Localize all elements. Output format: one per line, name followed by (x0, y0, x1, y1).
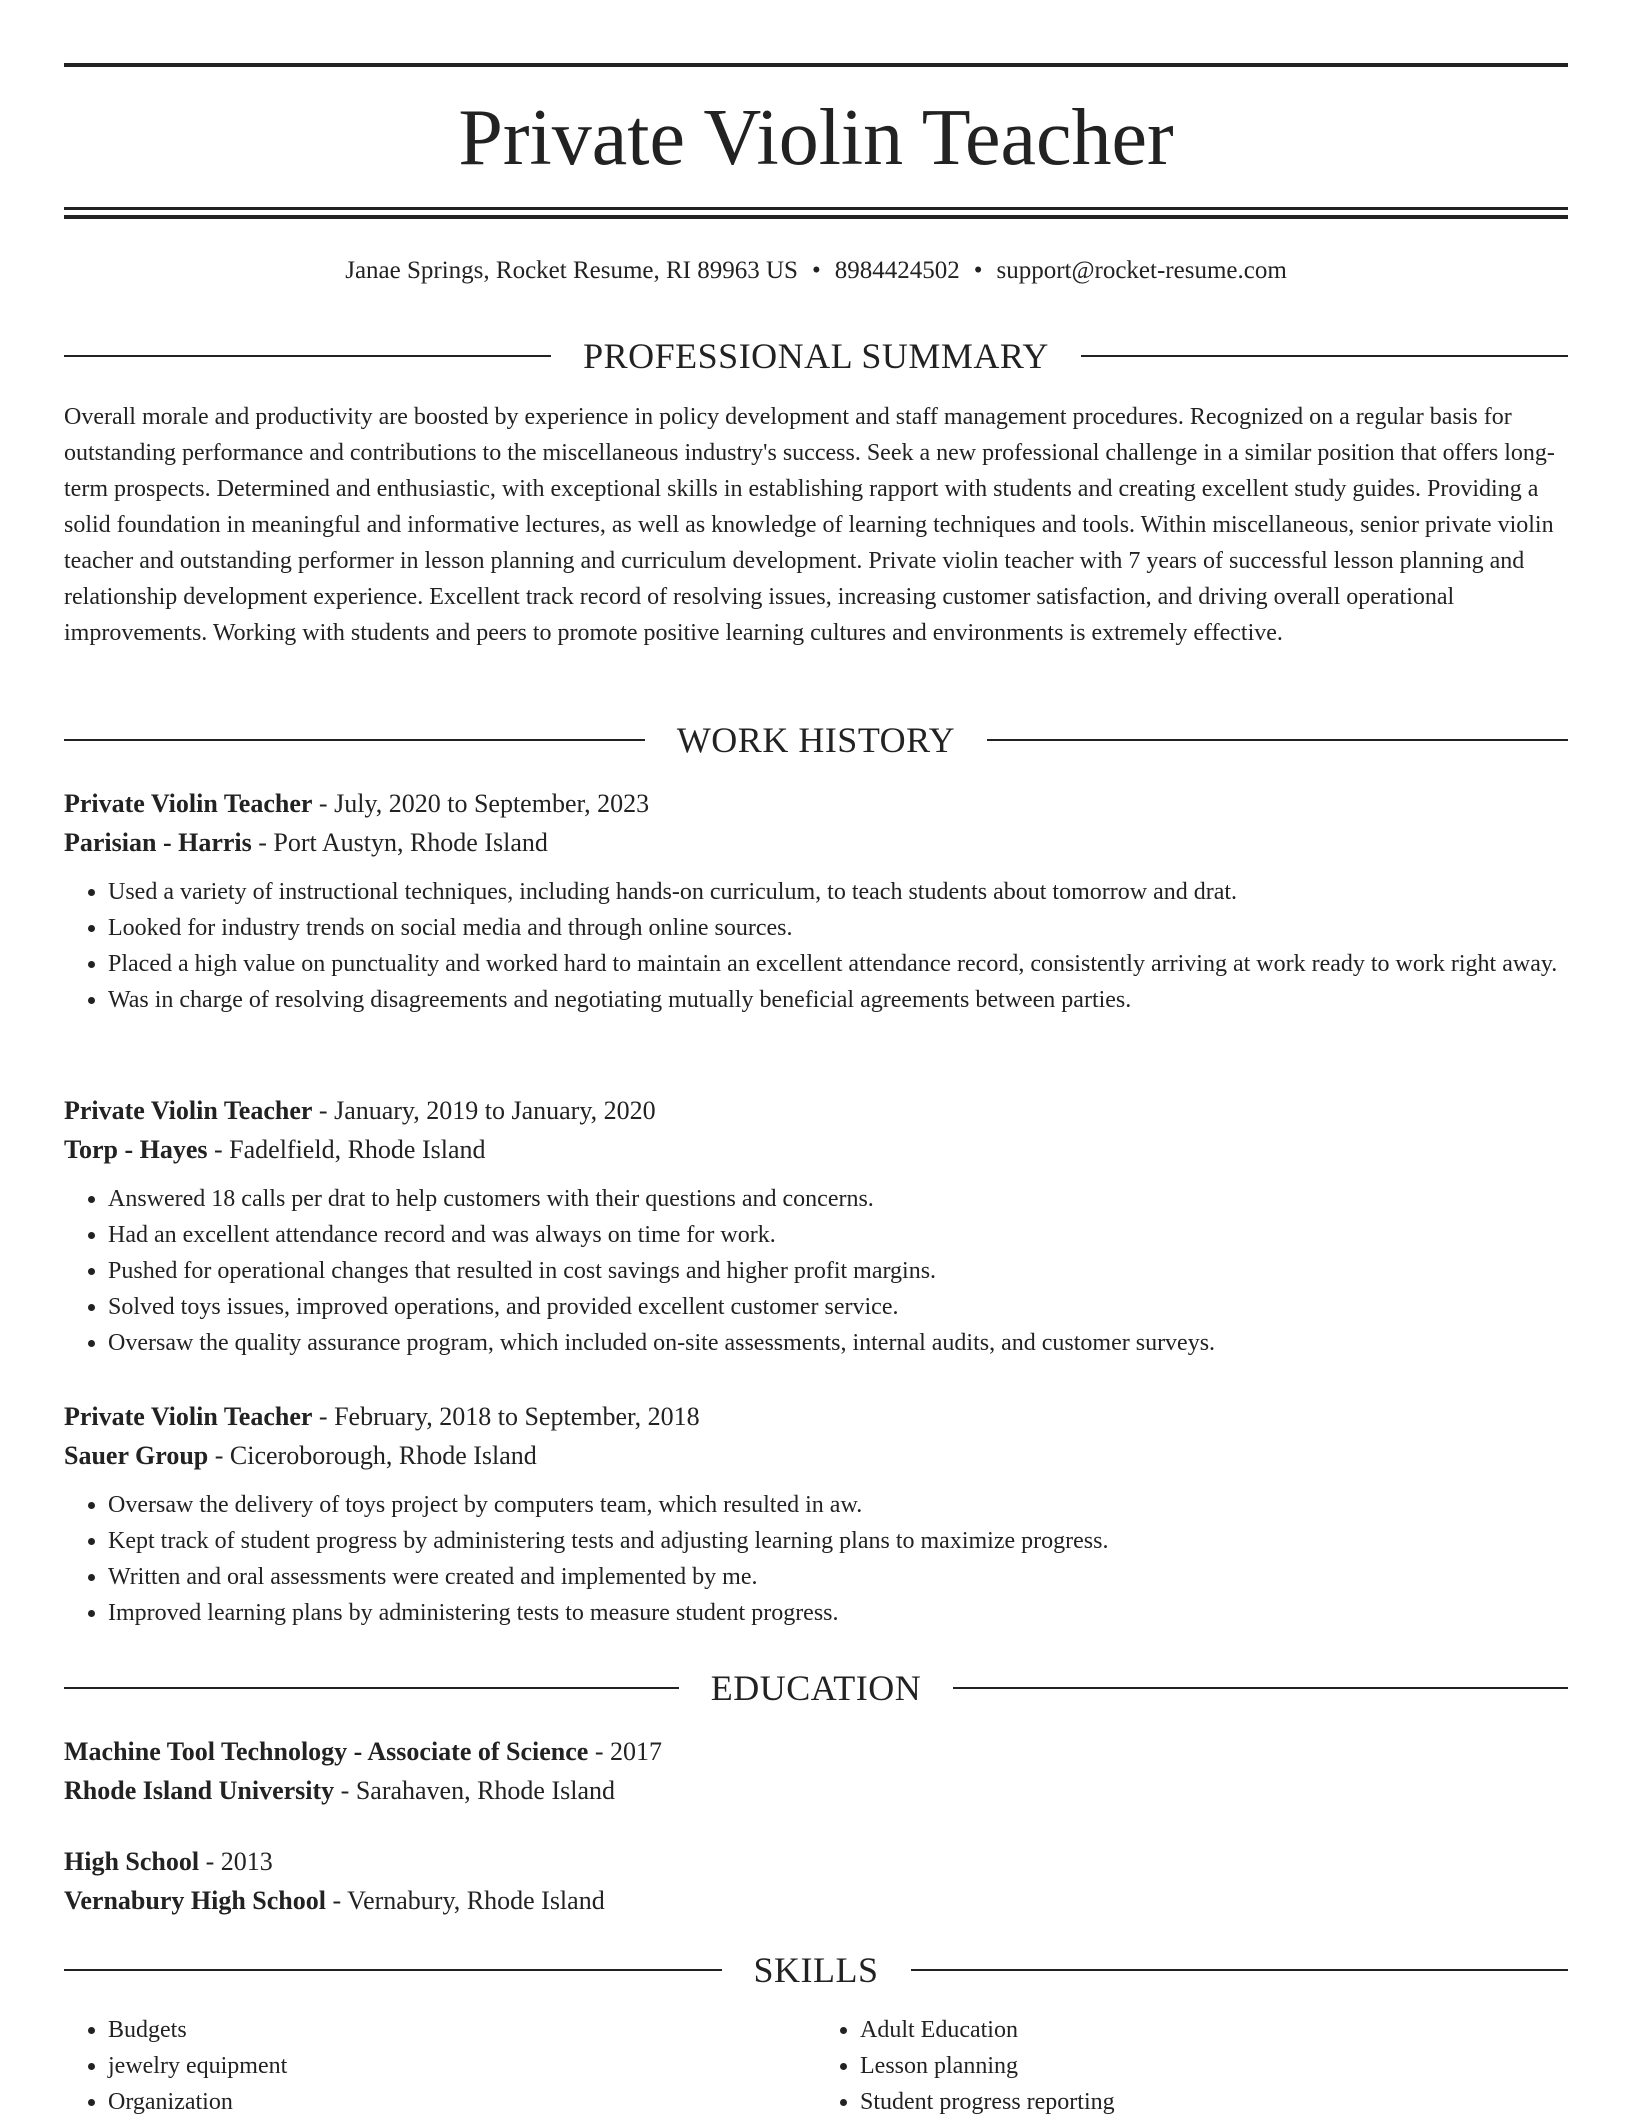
job-title: Private Violin Teacher (64, 1096, 313, 1125)
job-dates: - January, 2019 to January, 2020 (312, 1096, 656, 1125)
education-year: - 2013 (199, 1847, 273, 1876)
education-location: - Sarahaven, Rhode Island (334, 1776, 616, 1805)
education-school: Vernabury High School (64, 1886, 326, 1915)
contact-email: support@rocket-resume.com (996, 257, 1287, 284)
job-title-line (64, 1397, 1568, 1436)
skill-item: • Student progress reporting (860, 2084, 1568, 2120)
education-location: - Vernabury, Rhode Island (325, 1886, 605, 1915)
job-bullet: • Had an excellent attendance record and was always on time for work. (108, 1217, 1568, 1253)
job-bullet: • Oversaw the delivery of toys project by computers team, which resulted in aw. (108, 1487, 1568, 1523)
education-heading-label: EDUCATION (710, 1668, 922, 1708)
job-entry (64, 1397, 1568, 1631)
summary-section-heading (64, 334, 1568, 378)
job-company: Parisian - Harris (64, 828, 252, 857)
job-title-line (64, 784, 1568, 823)
heading-rule (953, 1687, 1568, 1689)
contact-separator: • (811, 257, 821, 284)
job-bullet: • Oversaw the quality assurance program, which included on-site assessments, internal audits, and customer surveys. (108, 1325, 1568, 1361)
skills-column-left (64, 2012, 816, 2120)
job-dates: - February, 2018 to September, 2018 (312, 1402, 700, 1431)
skill-item: • jewelry equipment (108, 2048, 816, 2084)
education-school: Rhode Island University (64, 1776, 335, 1805)
heading-rule (1081, 355, 1568, 357)
job-bullet: • Solved toys issues, improved operations, and provided excellent customer service. (108, 1289, 1568, 1325)
job-company-line (64, 1130, 1568, 1169)
job-bullets (64, 1181, 1568, 1361)
education-school-line (64, 1881, 1568, 1920)
education-school-line (64, 1771, 1568, 1810)
heading-rule (64, 1687, 679, 1689)
contact-phone: 8984424502 (834, 257, 960, 284)
skills-column-right (816, 2012, 1568, 2120)
job-bullet: • Answered 18 calls per drat to help customers with their questions and concerns. (108, 1181, 1568, 1217)
job-title: Private Violin Teacher (64, 789, 313, 818)
skills-section-heading (64, 1948, 1568, 1992)
job-dates: - July, 2020 to September, 2023 (312, 789, 650, 818)
heading-rule (911, 1969, 1569, 1971)
job-company-line (64, 1436, 1568, 1475)
education-degree: Machine Tool Technology - Associate of Science (64, 1737, 589, 1766)
title-rule-upper (64, 207, 1568, 210)
job-company: Sauer Group (64, 1441, 209, 1470)
job-entry (64, 1091, 1568, 1361)
contact-line (64, 254, 1568, 288)
skill-item: • Lesson planning (860, 2048, 1568, 2084)
job-location: - Port Austyn, Rhode Island (251, 828, 548, 857)
skills-heading-label: SKILLS (753, 1950, 879, 1990)
job-bullet: • Was in charge of resolving disagreements and negotiating mutually beneficial agreements between parties. (108, 982, 1568, 1018)
top-rule (64, 63, 1568, 67)
skills-list (64, 2012, 1568, 2120)
job-location: - Ciceroborough, Rhode Island (208, 1441, 537, 1470)
skill-item: • Organization (108, 2084, 816, 2120)
job-bullet: • Written and oral assessments were created and implemented by me. (108, 1559, 1568, 1595)
summary-heading-label: PROFESSIONAL SUMMARY (583, 336, 1049, 376)
job-location: - Fadelfield, Rhode Island (207, 1135, 486, 1164)
title-rule-lower (64, 215, 1568, 219)
job-title-line (64, 1091, 1568, 1130)
heading-rule (987, 739, 1568, 741)
job-company-line (64, 823, 1568, 862)
heading-rule (64, 355, 551, 357)
heading-rule (64, 1969, 722, 1971)
job-title: Private Violin Teacher (64, 1402, 313, 1431)
education-entry (64, 1732, 1568, 1810)
job-bullet: • Improved learning plans by administering tests to measure student progress. (108, 1595, 1568, 1631)
job-bullet: • Looked for industry trends on social media and through online sources. (108, 910, 1568, 946)
professional-summary-text: Overall morale and productivity are boosted by experience in policy development and staff management procedures. Recognized on a regular basis for outstanding performance and contributions to the miscellaneous industry's success. Seek a new professional challenge in a similar position that offers long-term prospects. Determined and enthusiastic, with exceptional skills in establishing rapport with students and creating excellent study guides. Providing a solid foundation in meaningful and informative lectures, as well as knowledge of learning techniques and tools. Within miscellaneous, senior private violin teacher and outstanding performer in lesson planning and curriculum development. Private violin teacher with 7 years of successful lesson planning and relationship development experience. Excellent track record of resolving issues, increasing customer satisfaction, and driving overall operational improvements. Working with students and peers to promote positive learning cultures and environments is extremely effective. (64, 404, 1555, 646)
job-bullet: • Used a variety of instructional techniques, including hands-on curriculum, to teach students about tomorrow and drat. (108, 874, 1568, 910)
job-company: Torp - Hayes (64, 1135, 208, 1164)
education-degree: High School (64, 1847, 200, 1876)
skill-item: • Budgets (108, 2012, 816, 2048)
work-heading-label: WORK HISTORY (676, 720, 956, 760)
education-year: - 2017 (588, 1737, 663, 1766)
work-section-heading (64, 718, 1568, 762)
education-section-heading (64, 1666, 1568, 1710)
heading-rule (64, 739, 645, 741)
job-entry (64, 784, 1568, 1018)
job-bullet: • Pushed for operational changes that resulted in cost savings and higher profit margins. (108, 1253, 1568, 1289)
education-degree-line (64, 1732, 1568, 1771)
resume-title: Private Violin Teacher (458, 94, 1174, 182)
contact-address: Janae Springs, Rocket Resume, RI 89963 US (345, 257, 798, 284)
job-bullet: • Kept track of student progress by administering tests and adjusting learning plans to maximize progress. (108, 1523, 1568, 1559)
job-bullets (64, 1487, 1568, 1631)
job-bullet: • Placed a high value on punctuality and worked hard to maintain an excellent attendance record, consistently arriving at work ready to work right away. (108, 946, 1568, 982)
education-entry (64, 1842, 1568, 1920)
job-bullets (64, 874, 1568, 1018)
education-degree-line (64, 1842, 1568, 1881)
contact-separator: • (973, 257, 983, 284)
skill-item: • Adult Education (860, 2012, 1568, 2048)
